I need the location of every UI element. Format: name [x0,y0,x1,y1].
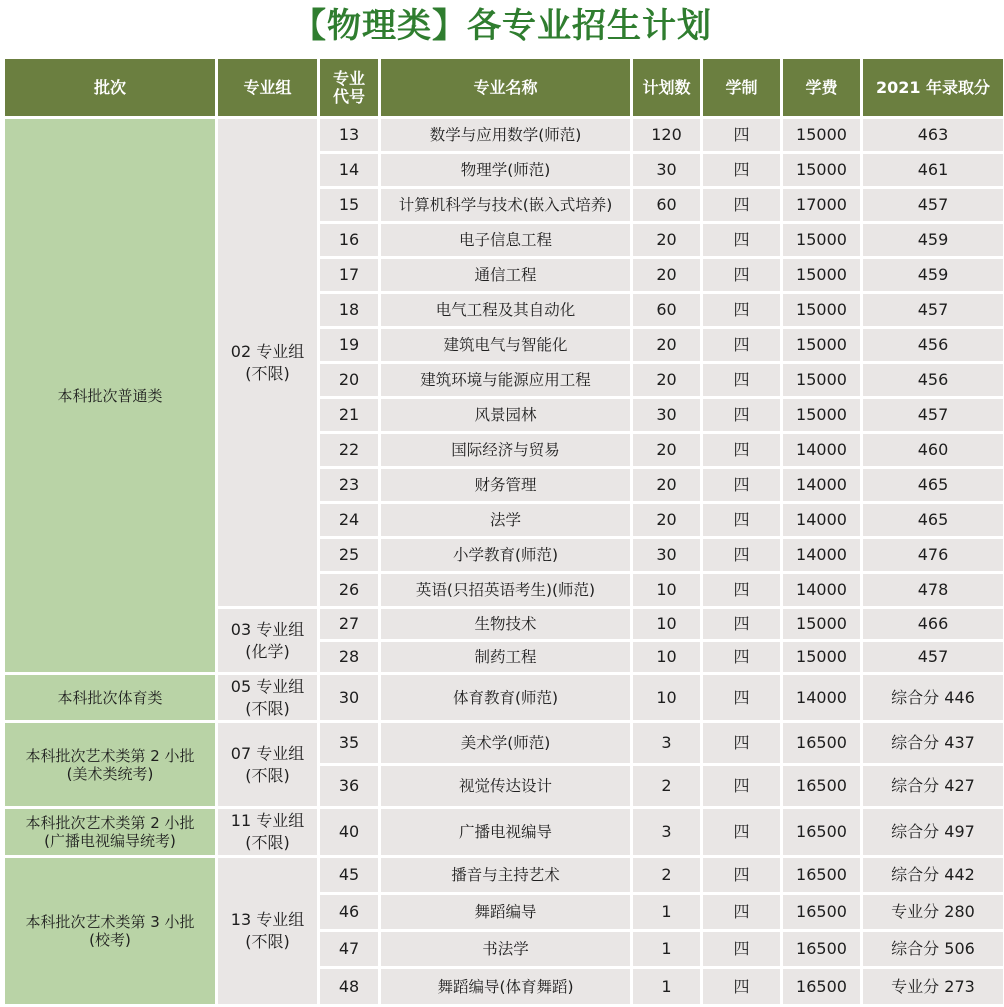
code-cell: 13 [320,119,378,151]
table-body [5,119,1003,1004]
plan-cell: 30 [633,399,700,431]
plan-cell: 20 [633,259,700,291]
fee-cell: 14000 [783,675,860,720]
fee-cell: 15000 [783,119,860,151]
duration-cell: 四 [703,675,780,720]
fee-cell: 15000 [783,642,860,672]
fee-cell: 15000 [783,154,860,186]
duration-cell: 四 [703,399,780,431]
duration-cell: 四 [703,809,780,855]
plan-cell: 20 [633,504,700,536]
plan-cell: 60 [633,189,700,221]
table-row [5,119,1003,151]
code-cell: 15 [320,189,378,221]
header-row [5,59,1003,116]
fee-cell: 16500 [783,858,860,892]
column-header-fee: 学费 [783,59,860,116]
plan-cell: 2 [633,858,700,892]
code-cell: 47 [320,932,378,966]
fee-cell: 14000 [783,469,860,501]
score-cell: 457 [863,294,1003,326]
plan-cell: 30 [633,154,700,186]
duration-cell: 四 [703,329,780,361]
code-cell: 17 [320,259,378,291]
score-cell: 457 [863,642,1003,672]
duration-cell: 四 [703,469,780,501]
major-cell: 风景园林 [381,399,630,431]
major-cell: 法学 [381,504,630,536]
score-cell: 465 [863,504,1003,536]
major-cell: 广播电视编导 [381,809,630,855]
major-cell: 电子信息工程 [381,224,630,256]
fee-cell: 15000 [783,609,860,639]
plan-cell: 20 [633,434,700,466]
plan-cell: 1 [633,895,700,929]
column-header-duration: 学制 [703,59,780,116]
group-cell: 13 专业组 (不限) [218,858,317,1004]
plan-cell: 10 [633,574,700,606]
major-cell: 通信工程 [381,259,630,291]
duration-cell: 四 [703,858,780,892]
score-cell: 476 [863,539,1003,571]
code-cell: 23 [320,469,378,501]
code-cell: 19 [320,329,378,361]
major-cell: 播音与主持艺术 [381,858,630,892]
batch-cell: 本科批次艺术类第 2 小批 (美术类统考) [5,723,215,806]
score-cell: 466 [863,609,1003,639]
plan-cell: 20 [633,224,700,256]
fee-cell: 15000 [783,399,860,431]
fee-cell: 16500 [783,969,860,1004]
code-cell: 20 [320,364,378,396]
code-cell: 24 [320,504,378,536]
plan-cell: 10 [633,675,700,720]
duration-cell: 四 [703,539,780,571]
duration-cell: 四 [703,609,780,639]
plan-cell: 3 [633,809,700,855]
group-cell: 11 专业组 (不限) [218,809,317,855]
fee-cell: 16500 [783,723,860,763]
column-header-group: 专业组 [218,59,317,116]
fee-cell: 15000 [783,224,860,256]
fee-cell: 14000 [783,434,860,466]
score-cell: 456 [863,364,1003,396]
major-cell: 建筑电气与智能化 [381,329,630,361]
plan-cell: 10 [633,642,700,672]
code-cell: 35 [320,723,378,763]
fee-cell: 16500 [783,809,860,855]
plan-cell: 2 [633,766,700,806]
major-cell: 英语(只招英语考生)(师范) [381,574,630,606]
duration-cell: 四 [703,364,780,396]
code-cell: 30 [320,675,378,720]
column-header-score: 2021 年录取分 [863,59,1003,116]
fee-cell: 15000 [783,364,860,396]
column-header-plan: 计划数 [633,59,700,116]
duration-cell: 四 [703,294,780,326]
batch-cell: 本科批次艺术类第 2 小批 (广播电视编导统考) [5,809,215,855]
major-cell: 书法学 [381,932,630,966]
code-cell: 22 [320,434,378,466]
code-cell: 45 [320,858,378,892]
column-header-code: 专业代号 [320,59,378,116]
score-cell: 459 [863,224,1003,256]
duration-cell: 四 [703,154,780,186]
duration-cell: 四 [703,969,780,1004]
code-cell: 14 [320,154,378,186]
score-cell: 457 [863,189,1003,221]
fee-cell: 15000 [783,259,860,291]
score-cell: 461 [863,154,1003,186]
fee-cell: 16500 [783,932,860,966]
major-cell: 小学教育(师范) [381,539,630,571]
score-cell: 综合分 446 [863,675,1003,720]
code-cell: 26 [320,574,378,606]
major-cell: 物理学(师范) [381,154,630,186]
plan-cell: 60 [633,294,700,326]
score-cell: 综合分 437 [863,723,1003,763]
fee-cell: 17000 [783,189,860,221]
major-cell: 国际经济与贸易 [381,434,630,466]
column-header-batch: 批次 [5,59,215,116]
fee-cell: 16500 [783,895,860,929]
major-cell: 美术学(师范) [381,723,630,763]
score-cell: 465 [863,469,1003,501]
fee-cell: 14000 [783,504,860,536]
score-cell: 457 [863,399,1003,431]
score-cell: 综合分 506 [863,932,1003,966]
score-cell: 专业分 280 [863,895,1003,929]
column-header-major: 专业名称 [381,59,630,116]
fee-cell: 14000 [783,539,860,571]
major-cell: 体育教育(师范) [381,675,630,720]
code-cell: 46 [320,895,378,929]
major-cell: 建筑环境与能源应用工程 [381,364,630,396]
major-cell: 财务管理 [381,469,630,501]
plan-cell: 120 [633,119,700,151]
code-cell: 21 [320,399,378,431]
major-cell: 舞蹈编导 [381,895,630,929]
duration-cell: 四 [703,642,780,672]
duration-cell: 四 [703,723,780,763]
plan-cell: 3 [633,723,700,763]
fee-cell: 16500 [783,766,860,806]
major-cell: 制药工程 [381,642,630,672]
group-cell: 03 专业组 (化学) [218,609,317,672]
group-cell: 02 专业组 (不限) [218,119,317,606]
score-cell: 459 [863,259,1003,291]
code-cell: 36 [320,766,378,806]
major-cell: 计算机科学与技术(嵌入式培养) [381,189,630,221]
duration-cell: 四 [703,504,780,536]
admission-plan-table [2,56,1004,1007]
plan-cell: 20 [633,329,700,361]
code-cell: 28 [320,642,378,672]
fee-cell: 15000 [783,294,860,326]
plan-cell: 10 [633,609,700,639]
batch-cell: 本科批次艺术类第 3 小批 (校考) [5,858,215,1004]
code-cell: 16 [320,224,378,256]
duration-cell: 四 [703,434,780,466]
major-cell: 生物技术 [381,609,630,639]
score-cell: 综合分 427 [863,766,1003,806]
plan-cell: 20 [633,364,700,396]
plan-cell: 20 [633,469,700,501]
code-cell: 40 [320,809,378,855]
major-cell: 舞蹈编导(体育舞蹈) [381,969,630,1004]
fee-cell: 14000 [783,574,860,606]
batch-cell: 本科批次体育类 [5,675,215,720]
code-cell: 48 [320,969,378,1004]
plan-cell: 30 [633,539,700,571]
duration-cell: 四 [703,574,780,606]
group-cell: 07 专业组 (不限) [218,723,317,806]
duration-cell: 四 [703,932,780,966]
plan-cell: 1 [633,969,700,1004]
table-row [5,675,1003,720]
page-title: 【物理类】各专业招生计划 [292,6,712,46]
duration-cell: 四 [703,259,780,291]
fee-cell: 15000 [783,329,860,361]
table-row [5,723,1003,763]
score-cell: 463 [863,119,1003,151]
major-cell: 视觉传达设计 [381,766,630,806]
code-cell: 27 [320,609,378,639]
score-cell: 综合分 442 [863,858,1003,892]
score-cell: 460 [863,434,1003,466]
table-row [5,809,1003,855]
duration-cell: 四 [703,895,780,929]
duration-cell: 四 [703,189,780,221]
duration-cell: 四 [703,119,780,151]
group-cell: 05 专业组 (不限) [218,675,317,720]
plan-cell: 1 [633,932,700,966]
batch-cell: 本科批次普通类 [5,119,215,672]
major-cell: 数学与应用数学(师范) [381,119,630,151]
code-cell: 25 [320,539,378,571]
score-cell: 专业分 273 [863,969,1003,1004]
score-cell: 456 [863,329,1003,361]
duration-cell: 四 [703,224,780,256]
duration-cell: 四 [703,766,780,806]
major-cell: 电气工程及其自动化 [381,294,630,326]
score-cell: 综合分 497 [863,809,1003,855]
score-cell: 478 [863,574,1003,606]
table-row [5,858,1003,892]
code-cell: 18 [320,294,378,326]
